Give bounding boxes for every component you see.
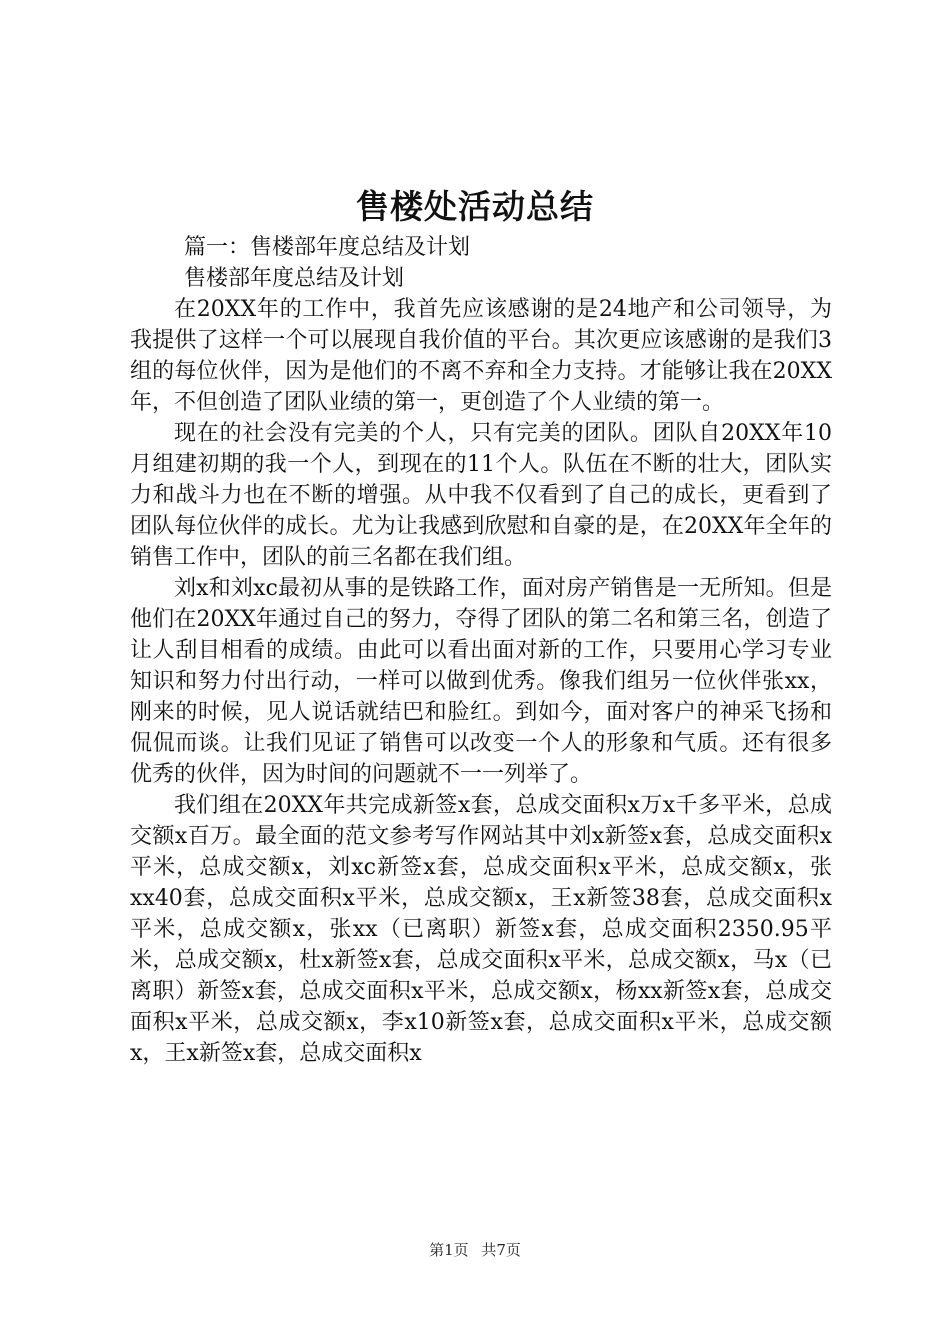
body-paragraph: 现在的社会没有完美的个人，只有完美的团队。团队自20XX年10月组建初期的我一个人，到现在的11个人。队伍在不断的壮大，团队实力和战斗力也在不断的增强。从中我不仅看到了自己的成长，更看到了团队每位伙伴的成长。尤为让我感到欣慰和自豪的是，在20XX年全年的销售工作中，团队的前三名都在我们组。: [130, 421, 832, 570]
page-number: 第1页: [429, 1241, 469, 1259]
body-paragraph: 我们组在20XX年共完成新签x套，总成交面积x万x千多平米，总成交额x百万。最全面的范文参考写作网站其中刘x新签x套，总成交面积x平米，总成交额x，刘xc新签x套，总成交面积x平米，总成交额x，张xx40套，总成交面积x平米，总成交额x，王x新签38套，总成交面积x平米，总成交额x，张xx（已离职）新签x套，总成交面积2350.95平米，总成交额x，杜x新签x套，总成交面积x平米，总成交额x，马x（已离职）新签x套，总成交面积x平米，总成交额x，杨xx新签x套，总成交面积x平米，总成交额x，李x10新签x套，总成交面积x平米，总成交额x，王x新签x套，总成交面积x: [130, 793, 832, 1066]
page-footer: [0, 1240, 950, 1260]
document-body: [130, 232, 832, 1069]
subsection-heading: 售楼部年度总结及计划: [184, 266, 405, 291]
document-title: 售楼处活动总结: [356, 187, 594, 226]
section-heading: 篇一：售楼部年度总结及计划: [184, 235, 471, 260]
body-paragraph: 在20XX年的工作中，我首先应该感谢的是24地产和公司领导，为我提供了这样一个可以展现自我价值的平台。其次更应该感谢的是我们3组的每位伙伴，因为是他们的不离不弃和全力支持。才能够让我在20XX年，不但创造了团队业绩的第一，更创造了个人业绩的第一。: [130, 297, 832, 415]
page-total: 共7页: [481, 1241, 521, 1259]
body-paragraph: 刘x和刘xc最初从事的是铁路工作，面对房产销售是一无所知。但是他们在20XX年通过自己的努力，夺得了团队的第二名和第三名，创造了让人刮目相看的成绩。由此可以看出面对新的工作，只要用心学习专业知识和努力付出行动，一样可以做到优秀。像我们组另一位伙伴张xx，刚来的时候，见人说话就结巴和脸红。到如今，面对客户的神采飞扬和侃侃而谈。让我们见证了销售可以改变一个人的形象和气质。还有很多优秀的伙伴，因为时间的问题就不一一列举了。: [130, 576, 832, 787]
